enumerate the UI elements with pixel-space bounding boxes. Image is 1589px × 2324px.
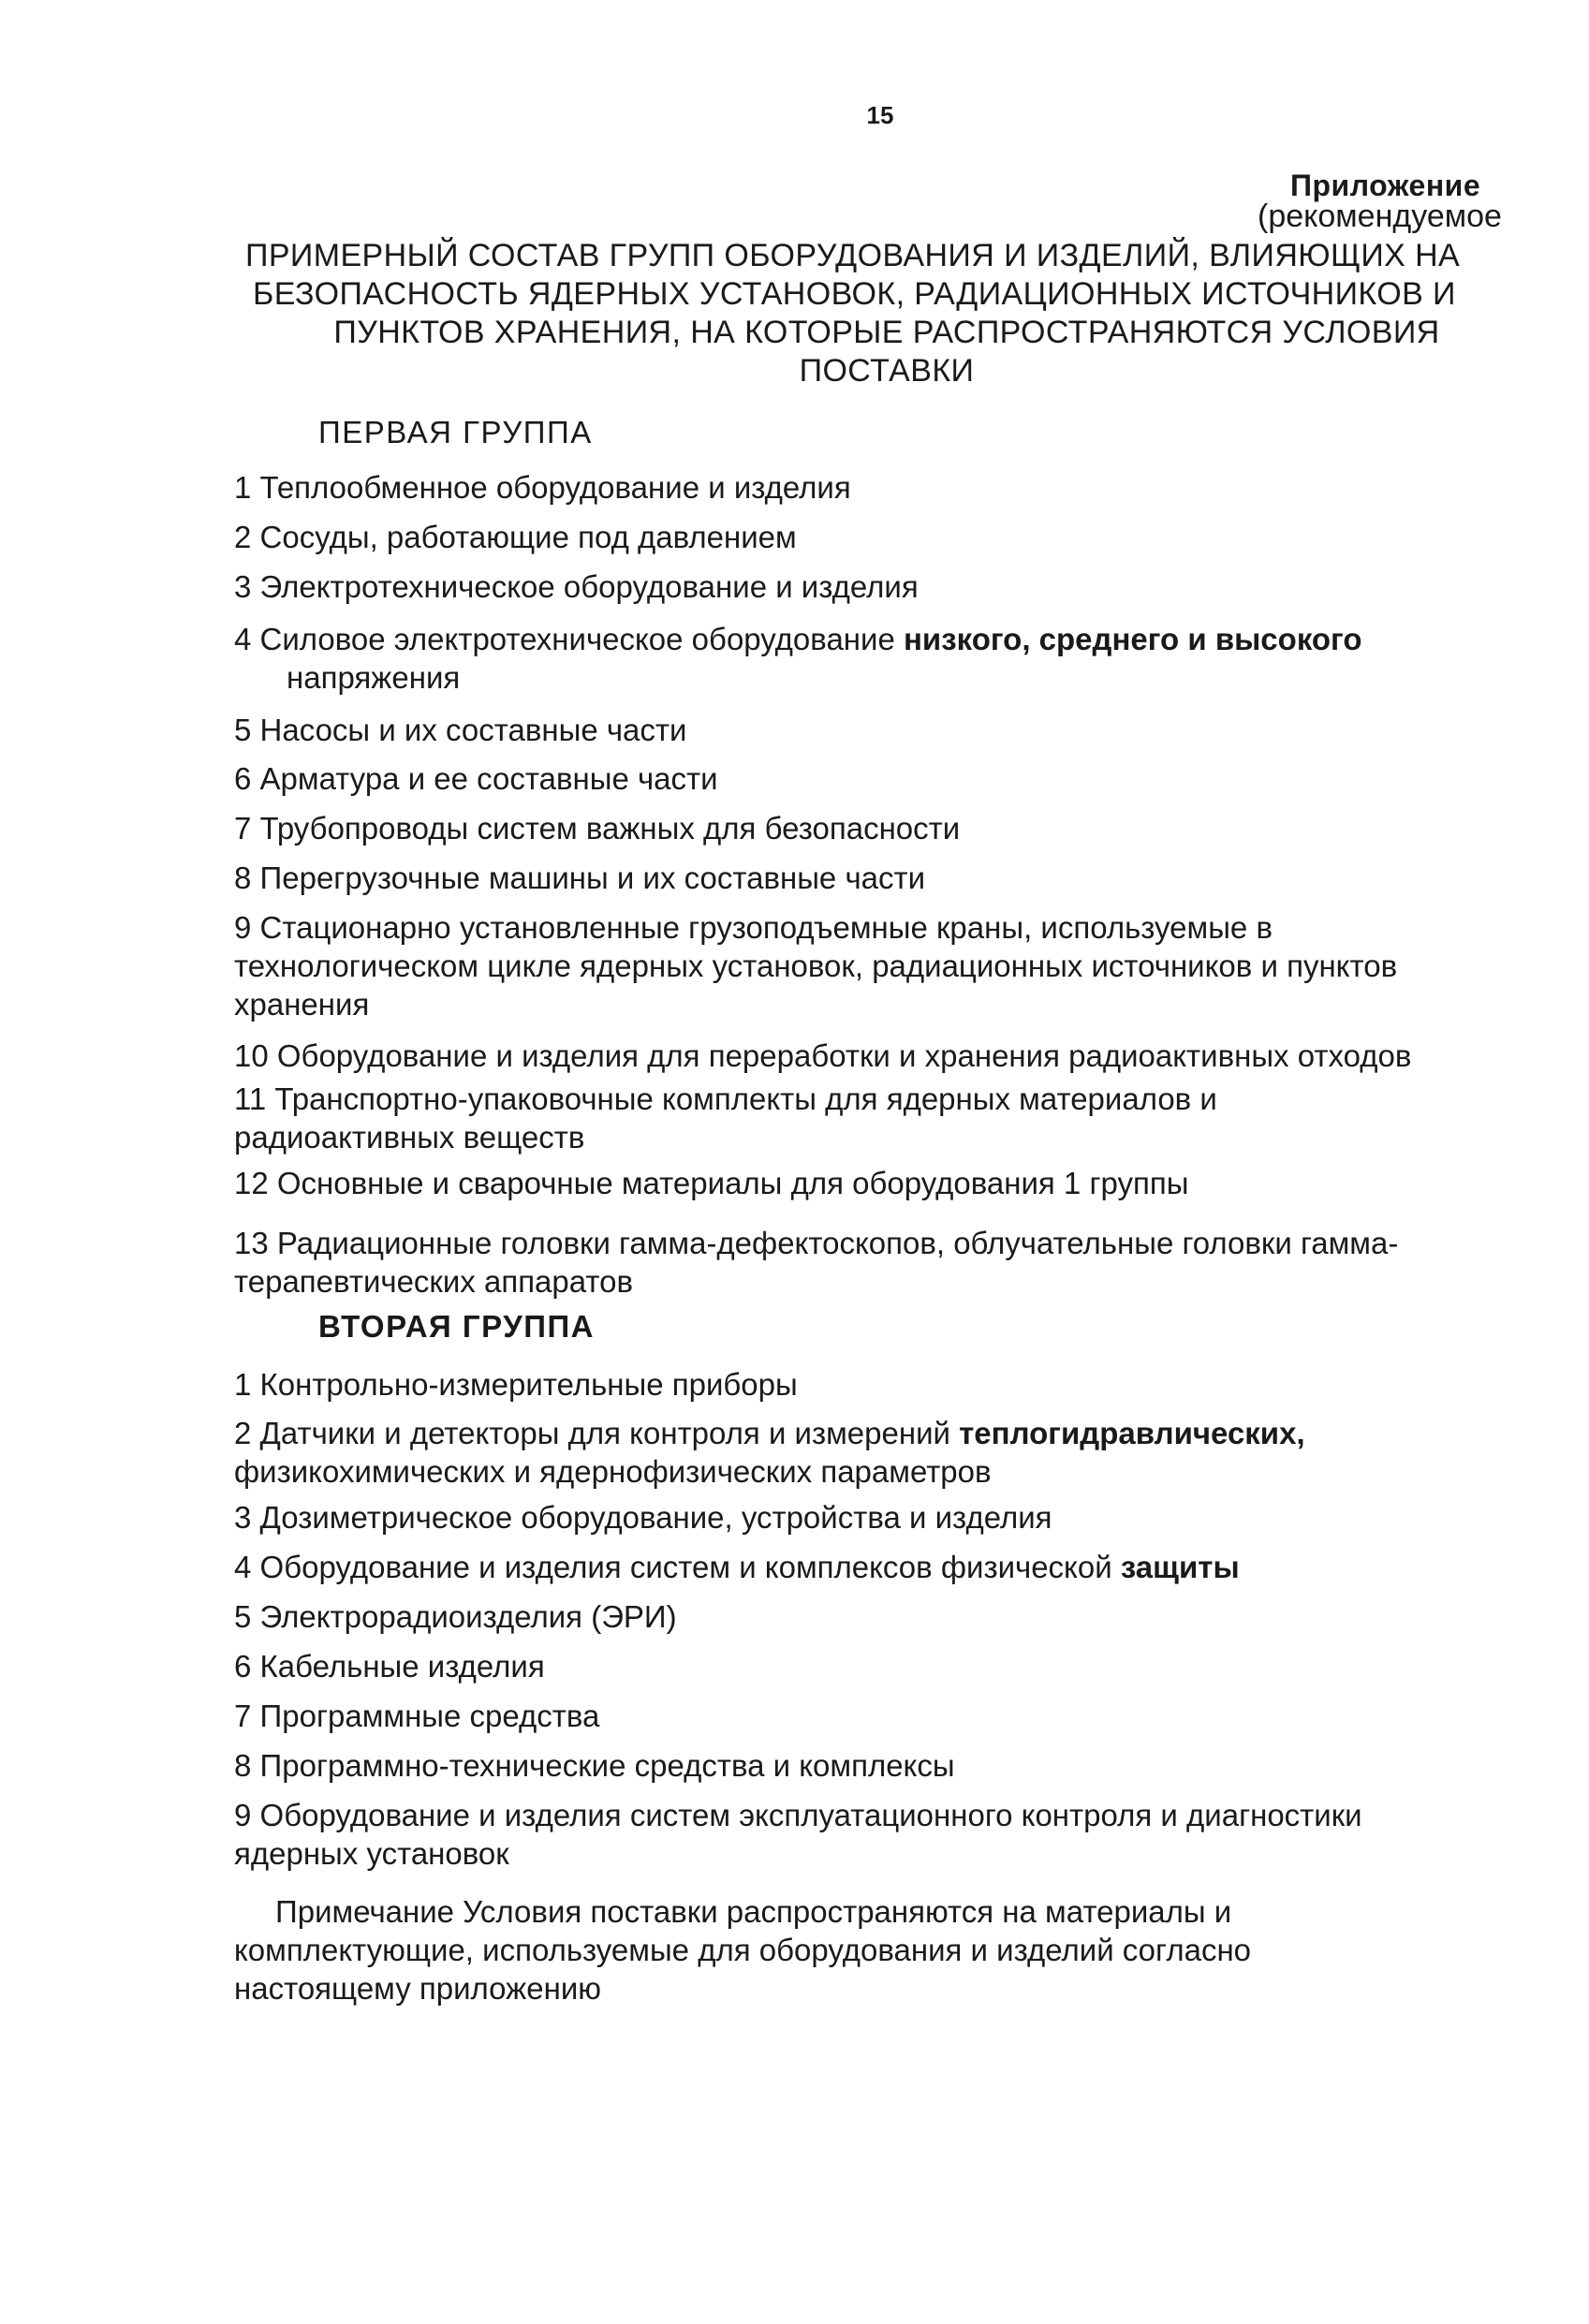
title-line-1: ПРИМЕРНЫЙ СОСТАВ ГРУПП ОБОРУДОВАНИЯ И ИЗДЕЛИЙ, ВЛИЯЮЩИХ НА bbox=[245, 238, 1461, 273]
group-1-item-11 bbox=[234, 1080, 1564, 1156]
title-line-2: БЕЗОПАСНОСТЬ ЯДЕРНЫХ УСТАНОВОК, РАДИАЦИОННЫХ ИСТОЧНИКОВ И bbox=[253, 276, 1456, 312]
group-2-item-9-line-2: ядерных установок bbox=[234, 1836, 509, 1871]
group-2-item-2 bbox=[234, 1414, 1564, 1491]
group-1-item-8: 8 Перегрузочные машины и их составные части bbox=[234, 860, 926, 895]
group-2-item-9 bbox=[234, 1796, 1564, 1873]
group-1-item-13-line-1: 13 Радиационные головки гамма-дефектоскопов, облучательные головки гамма- bbox=[234, 1226, 1399, 1260]
group-1-item-4-text: 4 Силовое электротехническое оборудование bbox=[234, 622, 904, 656]
group-2-item-5: 5 Электрорадиоизделия (ЭРИ) bbox=[234, 1599, 677, 1634]
appendix-status: (рекомендуемое bbox=[1258, 199, 1502, 234]
group-1-item-10: 10 Оборудование и изделия для переработки и хранения радиоактивных отходов bbox=[234, 1038, 1412, 1073]
group-1-item-7: 7 Трубопроводы систем важных для безопасности bbox=[234, 811, 961, 846]
group-1-item-1: 1 Теплообменное оборудование и изделия bbox=[234, 470, 851, 505]
group-2-item-7: 7 Программные средства bbox=[234, 1699, 600, 1733]
group-1-item-12: 12 Основные и сварочные материалы для оборудования 1 группы bbox=[234, 1166, 1189, 1200]
document-title bbox=[245, 237, 1589, 390]
group-1-item-9-line-1: 9 Стационарно установленные грузоподъемные краны, используемые в bbox=[234, 910, 1273, 945]
note-line-1: Примечание Условия поставки распространяются на материалы и bbox=[275, 1894, 1232, 1929]
group-1-item-4-line-2: напряжения bbox=[287, 660, 461, 695]
group-1-item-4-bold: низкого, среднего и высокого bbox=[903, 622, 1362, 656]
page-number: 15 bbox=[866, 101, 894, 129]
title-line-3: ПУНКТОВ ХРАНЕНИЯ, НА КОТОРЫЕ РАСПРОСТРАНЯЮТСЯ УСЛОВИЯ bbox=[333, 315, 1440, 350]
group-1-item-9-line-2: технологическом цикле ядерных установок, радиационных источников и пунктов bbox=[234, 949, 1398, 983]
group-1-item-11-line-1: 11 Транспортно-упаковочные комплекты для ядерных материалов и bbox=[234, 1081, 1217, 1116]
group-2-item-9-line-1: 9 Оборудование и изделия систем эксплуатационного контроля и диагностики bbox=[234, 1798, 1362, 1832]
group-2-item-8: 8 Программно-технические средства и комплексы bbox=[234, 1748, 955, 1783]
group-1-item-13 bbox=[234, 1224, 1564, 1301]
appendix-label: Приложение bbox=[1290, 169, 1481, 202]
group-1-heading: ПЕРВАЯ ГРУППА bbox=[318, 415, 593, 449]
group-1-item-13-line-2: терапевтических аппаратов bbox=[234, 1264, 634, 1299]
group-1-item-11-line-2: радиоактивных веществ bbox=[234, 1120, 585, 1155]
group-1-item-9 bbox=[234, 908, 1564, 1023]
group-2-item-6: 6 Кабельные изделия bbox=[234, 1649, 545, 1684]
group-2-item-4 bbox=[234, 1548, 1517, 1586]
group-1-item-3: 3 Электротехническое оборудование и изделия bbox=[234, 569, 919, 604]
group-2-item-4-text: 4 Оборудование и изделия систем и комплексов физической bbox=[234, 1550, 1121, 1584]
group-2-item-2-text: 2 Датчики и детекторы для контроля и измерений bbox=[234, 1416, 960, 1450]
note bbox=[234, 1892, 1522, 2008]
group-1-item-9-line-3: хранения bbox=[234, 987, 370, 1022]
group-1-item-4 bbox=[234, 620, 1564, 697]
group-2-item-2-line-2: физикохимических и ядернофизических параметров bbox=[234, 1454, 992, 1489]
note-line-3: настоящему приложению bbox=[234, 1971, 602, 2006]
title-line-4: ПОСТАВКИ bbox=[799, 353, 975, 389]
group-2-item-3: 3 Дозиметрическое оборудование, устройства и изделия bbox=[234, 1500, 1052, 1535]
note-line-2: комплектующие, используемые для оборудования и изделий согласно bbox=[234, 1933, 1252, 1967]
group-2-item-1: 1 Контрольно-измерительные приборы bbox=[234, 1367, 798, 1402]
group-1-item-2: 2 Сосуды, работающие под давлением bbox=[234, 520, 797, 554]
group-2-heading: ВТОРАЯ ГРУППА bbox=[318, 1309, 595, 1344]
group-2-item-2-bold: теплогидравлических, bbox=[959, 1416, 1305, 1450]
group-1-item-5: 5 Насосы и их составные части bbox=[234, 713, 687, 747]
group-2-item-4-bold: защиты bbox=[1120, 1550, 1240, 1584]
group-1-item-6: 6 Арматура и ее составные части bbox=[234, 761, 718, 796]
